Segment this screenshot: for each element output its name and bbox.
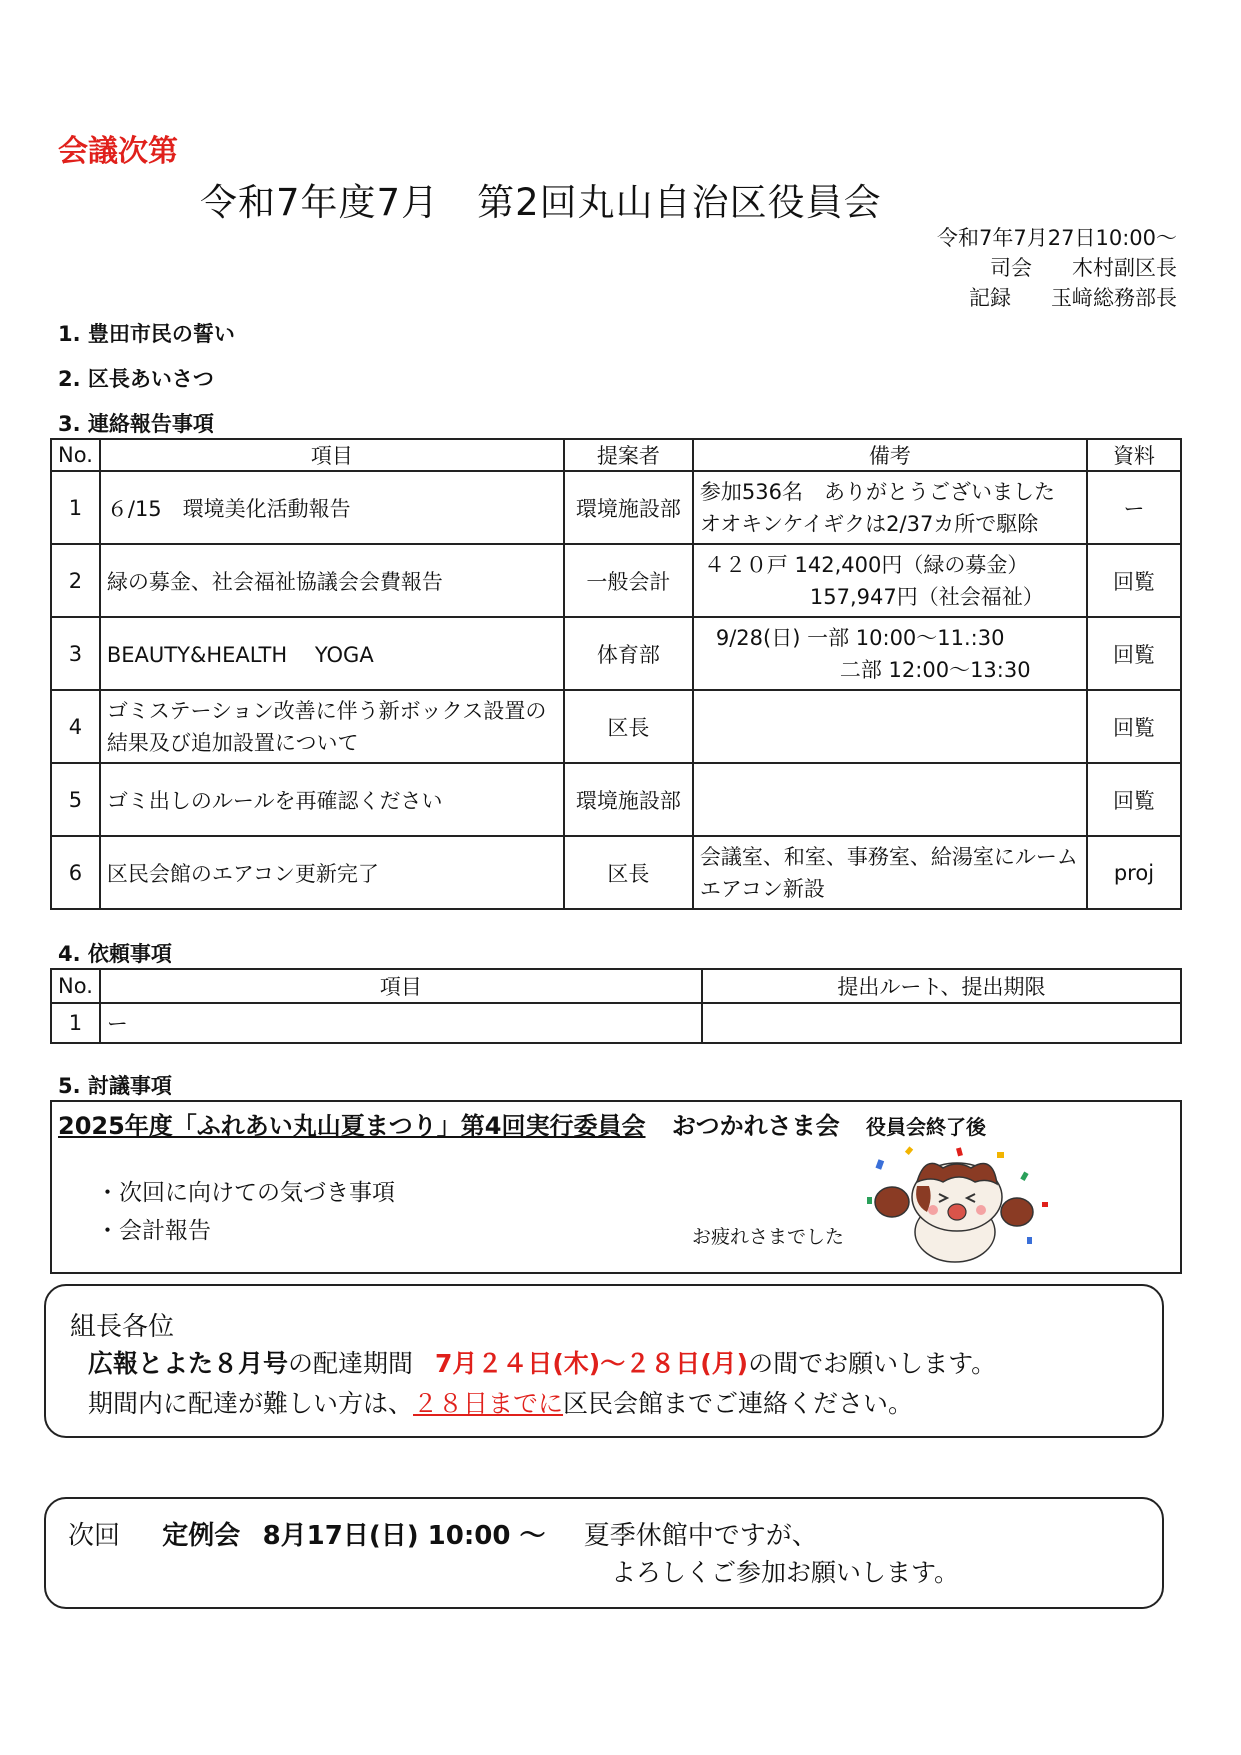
row-doc: 回覧 (1087, 617, 1181, 690)
notice-line-delivery (88, 1344, 996, 1380)
row-item: ゴミ出しのルールを再確認ください (100, 763, 564, 836)
next-label: 次回 (68, 1521, 121, 1551)
note-line: 会議室、和室、事務室、給湯室にルーム (699, 844, 1078, 869)
row-note (693, 763, 1087, 836)
recorder-label: 記録 (969, 286, 1011, 310)
thanks-text: お疲れさまでした (692, 1226, 845, 1248)
notice-text: の配達期間 (288, 1349, 414, 1378)
table-row (51, 836, 1181, 909)
next-meeting-line (68, 1515, 818, 1552)
next-note: 夏季休館中ですが、 (583, 1521, 818, 1551)
row-note (693, 617, 1087, 690)
row-proposer: 環境施設部 (564, 471, 693, 544)
section-greeting: 2. 区長あいさつ (58, 367, 214, 391)
note-line: オオキンケイギクは2/37カ所で駆除 (699, 511, 1039, 536)
notice-text: 期間内に配達が難しい方は、 (88, 1389, 414, 1418)
note-line: 157,947円（社会福祉） (809, 584, 1044, 609)
cat-illustration (847, 1142, 1087, 1267)
discussion-box (50, 1100, 1182, 1274)
row-doc: proj (1087, 836, 1181, 909)
discussion-timing: 役員会終了後 (865, 1115, 986, 1139)
row-note (693, 836, 1087, 909)
agenda-label: 会議次第 (58, 134, 178, 169)
notice-publication: 広報とよた８月号 (88, 1349, 289, 1378)
row-proposer: 区長 (564, 836, 693, 909)
delivery-notice-box (44, 1284, 1164, 1438)
row-doc: 回覧 (1087, 544, 1181, 617)
row-item: ー (100, 1003, 702, 1043)
col-item: 項目 (100, 439, 564, 471)
next-note: よろしくご参加お願いします。 (611, 1558, 960, 1587)
row-no: 5 (51, 763, 100, 836)
row-note (693, 690, 1087, 763)
note-line: 二部 12:00～13:30 (839, 657, 1031, 682)
row-doc: 回覧 (1087, 690, 1181, 763)
section-pledge: 1. 豊田市民の誓い (58, 322, 235, 346)
section-requests: 4. 依頼事項 (58, 942, 172, 966)
row-item: ゴミステーション改善に伴う新ボックス設置の結果及び追加設置について (100, 690, 564, 763)
next-meeting-box (44, 1497, 1164, 1609)
col-no: No. (51, 969, 100, 1003)
discussion-bullet: ・次回に向けての気づき事項 (96, 1180, 395, 1206)
discussion-heading (58, 1106, 986, 1141)
col-doc: 資料 (1087, 439, 1181, 471)
note-line: 9/28(日) 一部 10:00～11.:30 (715, 625, 1005, 650)
table-row (51, 763, 1181, 836)
recorder-name: 玉﨑総務部長 (1051, 286, 1177, 310)
meeting-datetime: 令和7年7月27日10:00～ (937, 226, 1177, 250)
row-no: 6 (51, 836, 100, 909)
discussion-title: 2025年度「ふれあい丸山夏まつり」第4回実行委員会 (58, 1112, 646, 1140)
note-line: 参加536名 ありがとうございました (699, 479, 1055, 504)
chair-line (990, 253, 1177, 283)
row-item: 区民会館のエアコン更新完了 (100, 836, 564, 909)
note-line: ４２０戸 142,400円（緑の募金） (703, 552, 1029, 577)
recorder-line (969, 283, 1177, 313)
row-no: 1 (51, 1003, 100, 1043)
table-row (51, 471, 1181, 544)
col-route: 提出ルート、提出期限 (702, 969, 1181, 1003)
note-line: エアコン新設 (699, 876, 825, 901)
col-note: 備考 (693, 439, 1087, 471)
row-no: 2 (51, 544, 100, 617)
row-note (693, 544, 1087, 617)
col-proposer: 提案者 (564, 439, 693, 471)
table-row (51, 1003, 1181, 1043)
chair-label: 司会 (990, 256, 1032, 280)
row-item: BEAUTY&HEALTH YOGA (100, 617, 564, 690)
row-proposer: 一般会計 (564, 544, 693, 617)
row-doc: ー (1087, 471, 1181, 544)
section-discussion: 5. 討議事項 (58, 1074, 172, 1098)
col-no: No. (51, 439, 100, 471)
row-note (693, 471, 1087, 544)
table-row (51, 617, 1181, 690)
next-meeting-name: 定例会 (162, 1521, 241, 1551)
chair-name: 木村副区長 (1072, 256, 1177, 280)
requests-table (50, 968, 1182, 1044)
row-no: 1 (51, 471, 100, 544)
notice-text: 区民会館までご連絡ください。 (563, 1389, 914, 1418)
notice-addressee: 組長各位 (70, 1312, 175, 1342)
row-proposer: 区長 (564, 690, 693, 763)
col-item: 項目 (100, 969, 702, 1003)
notice-line-contact (88, 1384, 913, 1420)
table-header-row (51, 439, 1181, 471)
row-proposer: 体育部 (564, 617, 693, 690)
discussion-bullet: ・会計報告 (96, 1218, 211, 1244)
table-row (51, 690, 1181, 763)
next-meeting-datetime: 8月17日(日) 10:00 ～ (262, 1521, 546, 1551)
row-doc: 回覧 (1087, 763, 1181, 836)
reports-table (50, 438, 1182, 910)
notice-deadline: ２８日までに (413, 1389, 564, 1418)
row-no: 4 (51, 690, 100, 763)
notice-period: 7月２４日(木)～２８日(月) (434, 1349, 749, 1378)
notice-text: の間でお願いします。 (748, 1349, 997, 1378)
section-reports: 3. 連絡報告事項 (58, 412, 214, 436)
table-row (51, 544, 1181, 617)
page-title: 令和7年度7月 第2回丸山自治区役員会 (200, 181, 882, 224)
row-proposer: 環境施設部 (564, 763, 693, 836)
row-route (702, 1003, 1181, 1043)
row-no: 3 (51, 617, 100, 690)
row-item: 緑の募金、社会福祉協議会会費報告 (100, 544, 564, 617)
row-item: ６/15 環境美化活動報告 (100, 471, 564, 544)
discussion-party: おつかれさま会 (671, 1112, 840, 1140)
table-header-row (51, 969, 1181, 1003)
